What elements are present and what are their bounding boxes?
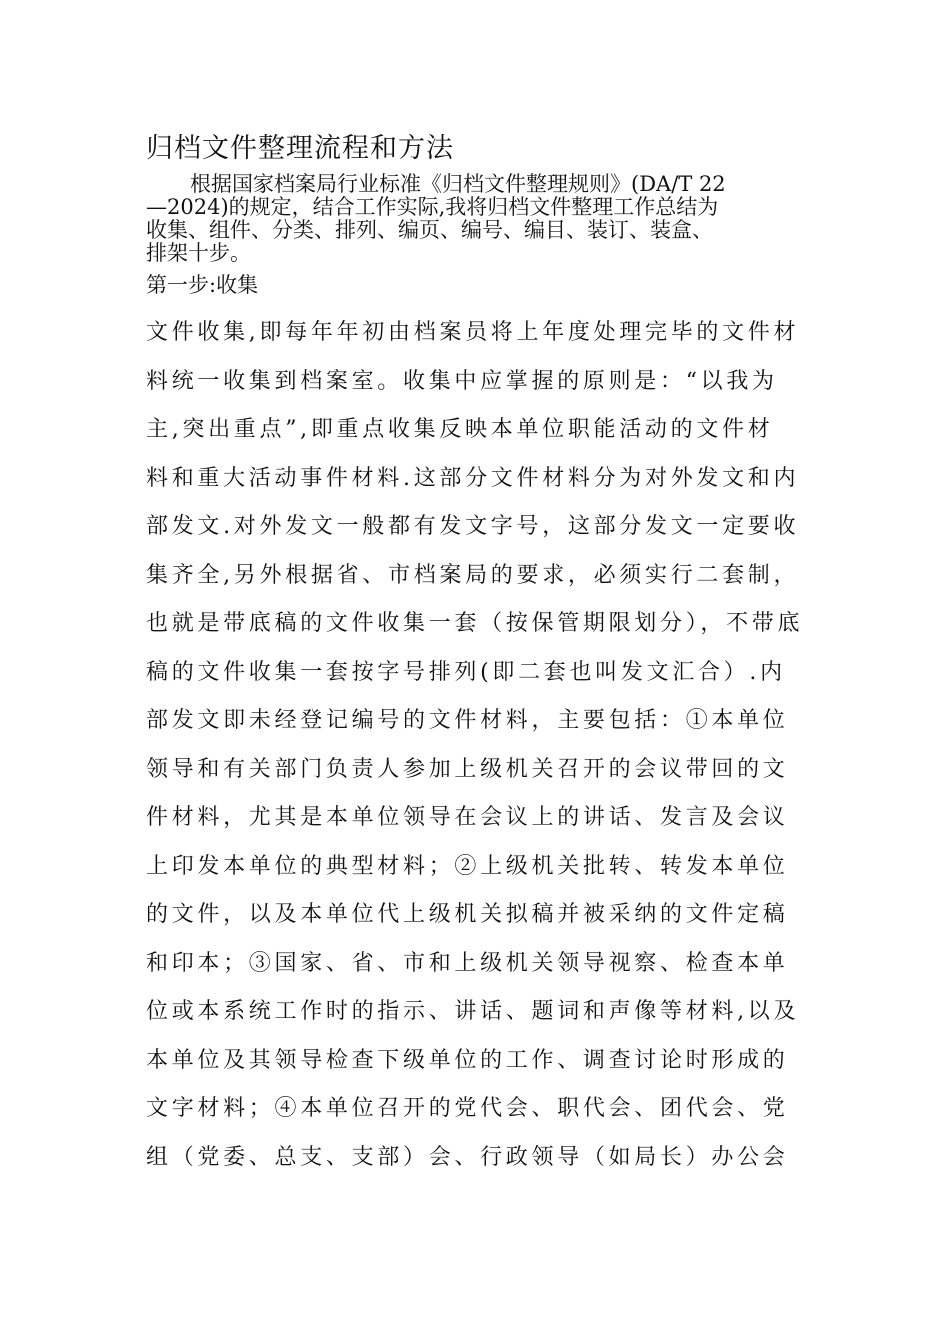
- body-line: 和印本；③国家、省、市和上级机关领导视察、检查本单: [146, 950, 789, 976]
- body-line: 位或本系统工作时的指示、讲话、题词和声像等材料,以及: [146, 999, 800, 1024]
- body-line: 件材料，尤其是本单位领导在会议上的讲话、发言及会议: [146, 805, 789, 830]
- body-line: 的文件，以及本单位代上级机关拟稿并被采纳的文件定稿: [146, 902, 789, 927]
- body-paragraph: [146, 309, 816, 1182]
- body-line: 部发文.对外发文一般都有发文字号，这部分发文一定要收: [146, 514, 800, 539]
- body-line: 也就是带底稿的文件收集一套（按保管期限划分），不带底: [146, 611, 804, 636]
- intro-line: 收集、组件、分类、排列、编页、编号、编目、装订、装盒、: [146, 218, 713, 242]
- intro-line: 排架十步。: [146, 241, 251, 265]
- body-line: 文字材料；④本单位召开的党代会、职代会、团代会、党: [146, 1096, 789, 1121]
- body-line: 上印发本单位的典型材料；②上级机关批转、转发本单位: [146, 853, 789, 879]
- body-line: 集齐全,另外根据省、市档案局的要求，必须实行二套制，: [146, 562, 800, 588]
- body-line: 部发文即未经登记编号的文件材料，主要包括：①本单位: [146, 708, 789, 733]
- step-heading: 第一步:收集: [146, 273, 259, 297]
- body-line: 主,突出重点”,即重点收集反映本单位职能活动的文件材: [146, 417, 774, 442]
- body-line: 本单位及其领导检查下级单位的工作、调查讨论时形成的: [146, 1047, 789, 1073]
- body-line: 组（党委、总支、支部）会、行政领导（如局长）办公会: [146, 1144, 789, 1170]
- page-title: 归档文件整理流程和方法: [146, 133, 454, 164]
- intro-paragraph: [146, 173, 816, 265]
- body-line: 料和重大活动事件材料.这部分文件材料分为对外发文和内: [146, 465, 800, 491]
- body-line: 稿的文件收集一套按字号排列(即二套也叫发文汇合）.内: [146, 659, 786, 685]
- intro-line: 根据国家档案局行业标准《归档文件整理规则》(DA/T 22: [190, 172, 726, 196]
- body-line: 料统一收集到档案室。收集中应掌握的原则是：“以我为: [146, 368, 778, 394]
- body-line: 文件收集,即每年年初由档案员将上年度处理完毕的文件材: [146, 320, 800, 345]
- intro-line: —2024)的规定，结合工作实际,我将归档文件整理工作总结为: [146, 195, 719, 219]
- body-line: 领导和有关部门负责人参加上级机关召开的会议带回的文: [146, 756, 789, 782]
